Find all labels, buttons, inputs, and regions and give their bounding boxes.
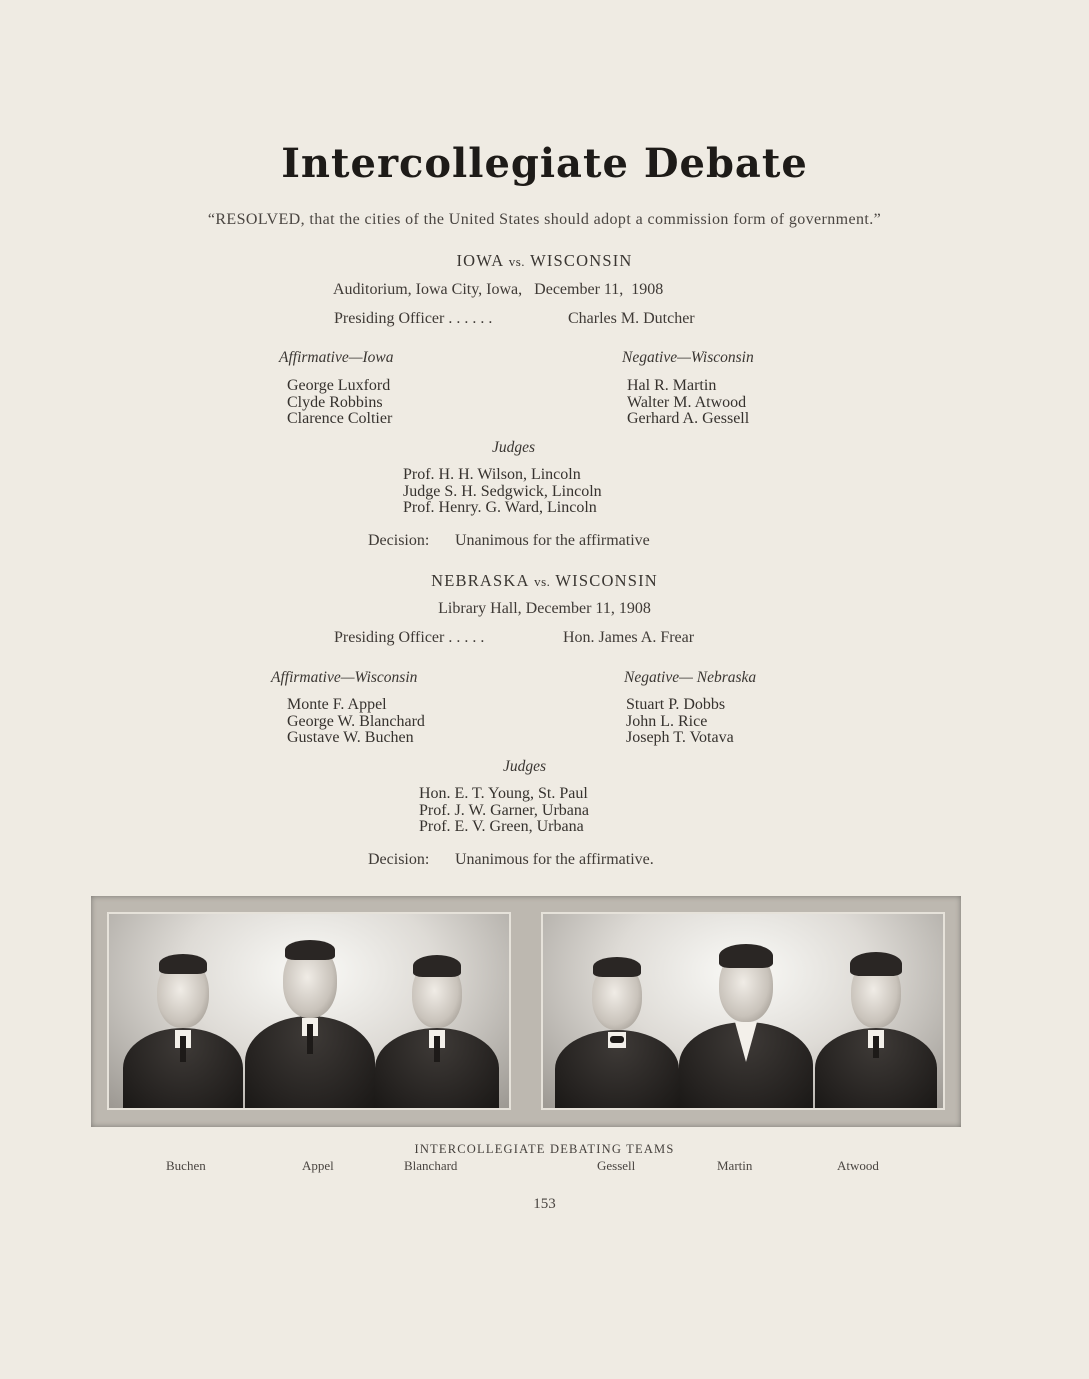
debate1-decision-label: Decision: bbox=[368, 532, 430, 549]
resolution-statement: “RESOLVED, that the cities of the United States should adopt a commission form of government.” bbox=[207, 211, 882, 228]
judge-name: Prof. Henry. G. Ward, Lincoln bbox=[403, 499, 597, 516]
debate2-decision: Unanimous for the affirmative. bbox=[455, 851, 654, 868]
debate2-judges-list bbox=[419, 786, 589, 836]
judge-name: Judge S. H. Sedgwick, Lincoln bbox=[403, 482, 602, 500]
page-title: Intercollegiate Debate bbox=[281, 140, 808, 187]
debate1-affirmative-heading: Affirmative—Iowa bbox=[279, 349, 394, 366]
debate1-judges-list bbox=[403, 467, 602, 517]
debate2-judges-heading: Judges bbox=[503, 758, 547, 775]
debate2-affirmative-list bbox=[287, 697, 425, 747]
person-portrait bbox=[123, 948, 243, 1108]
photo-left-team bbox=[107, 912, 511, 1110]
debate1-vs: vs. bbox=[508, 254, 526, 269]
person-portrait bbox=[679, 942, 813, 1108]
debate-name: Gerhard A. Gessell bbox=[627, 410, 750, 427]
photo-name-label: Atwood bbox=[837, 1158, 879, 1173]
debate-name: Clarence Coltier bbox=[287, 410, 393, 427]
debate-name: Monte F. Appel bbox=[287, 696, 387, 713]
debate-name: Joseph T. Votava bbox=[626, 729, 734, 746]
debate2-team1: NEBRASKA bbox=[431, 571, 529, 590]
debate2-negative-heading: Negative— Nebraska bbox=[624, 669, 757, 686]
photo-right-team bbox=[541, 912, 945, 1110]
debate2-vs: vs. bbox=[534, 574, 551, 589]
team-photographs bbox=[91, 896, 961, 1127]
debate2-presiding-label: Presiding Officer . . . . . bbox=[334, 629, 485, 646]
photo-name-label: Blanchard bbox=[404, 1158, 458, 1173]
debate1-decision: Unanimous for the affirmative bbox=[455, 532, 650, 549]
judge-name: Prof. H. H. Wilson, Lincoln bbox=[403, 466, 581, 483]
debate-name: George W. Blanchard bbox=[287, 712, 425, 730]
photo-name-label: Gessell bbox=[597, 1158, 636, 1173]
debate2-team2: WISCONSIN bbox=[555, 571, 658, 590]
debate1-presiding-label: Presiding Officer . . . . . . bbox=[334, 310, 493, 327]
debate-name: Gustave W. Buchen bbox=[287, 729, 414, 746]
debate-name: George Luxford bbox=[287, 377, 391, 394]
photo-name-label: Appel bbox=[302, 1158, 334, 1173]
debate-name: Stuart P. Dobbs bbox=[626, 696, 726, 713]
debate1-negative-heading: Negative—Wisconsin bbox=[622, 349, 754, 366]
debate2-negative-list bbox=[626, 697, 734, 747]
person-portrait bbox=[375, 950, 499, 1108]
debate-name: Clyde Robbins bbox=[287, 393, 383, 411]
debate1-team2: WISCONSIN bbox=[530, 251, 633, 270]
debate1-venue: Auditorium, Iowa City, Iowa, December 11, 1908 bbox=[333, 281, 664, 298]
debate2-decision-label: Decision: bbox=[368, 851, 430, 868]
photo-name-label: Martin bbox=[717, 1158, 753, 1173]
debate1-affirmative-list bbox=[287, 378, 392, 428]
debate1-judges-heading: Judges bbox=[492, 439, 536, 456]
debate1-matchup bbox=[0, 251, 1089, 271]
person-portrait bbox=[555, 952, 679, 1108]
debate2-matchup bbox=[0, 571, 1089, 591]
page-number: 153 bbox=[533, 1196, 556, 1212]
debate2-presiding-officer: Hon. James A. Frear bbox=[563, 629, 695, 646]
judge-name: Prof. E. V. Green, Urbana bbox=[419, 818, 584, 835]
debate-name: John L. Rice bbox=[626, 712, 708, 730]
debate1-presiding-officer: Charles M. Dutcher bbox=[568, 310, 695, 327]
person-portrait bbox=[815, 948, 937, 1108]
debate1-negative-list bbox=[627, 378, 749, 428]
debate2-affirmative-heading: Affirmative—Wisconsin bbox=[271, 669, 418, 686]
debate2-venue: Library Hall, December 11, 1908 bbox=[438, 600, 651, 617]
debate1-team1: IOWA bbox=[456, 251, 504, 270]
photo-caption: INTERCOLLEGIATE DEBATING TEAMS bbox=[414, 1142, 675, 1156]
judge-name: Prof. J. W. Garner, Urbana bbox=[419, 801, 589, 819]
debate-name: Hal R. Martin bbox=[627, 377, 717, 394]
judge-name: Hon. E. T. Young, St. Paul bbox=[419, 785, 588, 802]
person-portrait bbox=[245, 936, 375, 1108]
debate-name: Walter M. Atwood bbox=[627, 393, 747, 411]
photo-name-label: Buchen bbox=[166, 1158, 206, 1173]
